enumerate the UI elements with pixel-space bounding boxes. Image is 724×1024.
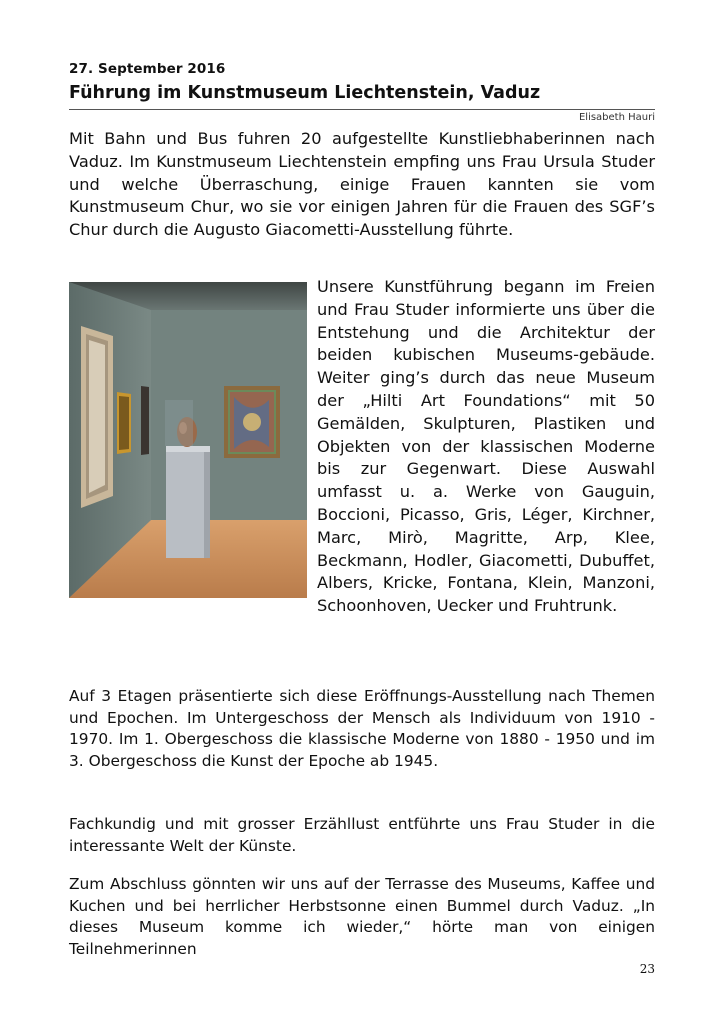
article-title: Führung im Kunstmuseum Liechtenstein, Vaduz <box>69 83 541 103</box>
paragraph-tour: Unsere Kunstführung begann im Freien und Frau Studer informierte uns über die Entstehung und die Architektur der beiden kubischen Museums-gebäude. Weiter ging’s durch das neue Museum der „Hilti Art Foundations“ mit 50 Gemälden, Skulpturen, Plastiken und Objekten von der klassischen Moderne bis zur Gegenwart. Diese Auswahl umfasst u. a. Werke von Gauguin, Boccioni, Picasso, Gris, Léger, Kirchner, Marc, Mirò, Magritte, Arp, Klee, Beckmann, Hodler, Giacometti, Dubuffet, Albers, Kricke, Fontana, Klein, Manzoni, Schoonhoven, Uecker und Fruhtrunk. <box>317 277 655 616</box>
article-date: 27. September 2016 <box>69 61 226 77</box>
paragraph-closing: Zum Abschluss gönnten wir uns auf der Terrasse des Museums, Kaffee und Kuchen und bei herrlicher Herbstsonne einen Bummel durch Vaduz. „In dieses Museum komme ich wieder,“ hörte man von einigen Teilnehmerinnen <box>69 875 655 958</box>
paragraph-exhibition: Auf 3 Etagen präsentierte sich diese Eröffnungs-Ausstellung nach Themen und Epochen. Im Untergeschoss der Mensch als Individuum von 1910 - 1970. Im 1. Obergeschoss die klassische Moderne von 1880 - 1950 und im 3. Obergeschoss die Kunst der Epoche ab 1945. <box>69 687 655 770</box>
page-number: 23 <box>639 962 655 976</box>
paragraph-intro: Mit Bahn und Bus fuhren 20 aufgestellte Kunstliebhaberinnen nach Vaduz. Im Kunstmuseum Liechtenstein empfing uns Frau Ursula Studer und welche Überraschung, einige Frauen kannten sie vom Kunstmuseum Chur, wo sie vor einigen Jahren für die Frauen des SGF’s Chur durch die Augusto Giacometti-Ausstellung führte. <box>69 129 655 240</box>
article-author: Elisabeth Hauri <box>578 112 655 123</box>
title-divider <box>69 109 655 110</box>
paragraph-guide: Fachkundig und mit grosser Erzähllust entführte uns Frau Studer in die interessante Welt der Künste. <box>69 815 655 855</box>
paragraph-with-photo <box>69 276 655 618</box>
museum-gallery-photo <box>69 282 307 598</box>
